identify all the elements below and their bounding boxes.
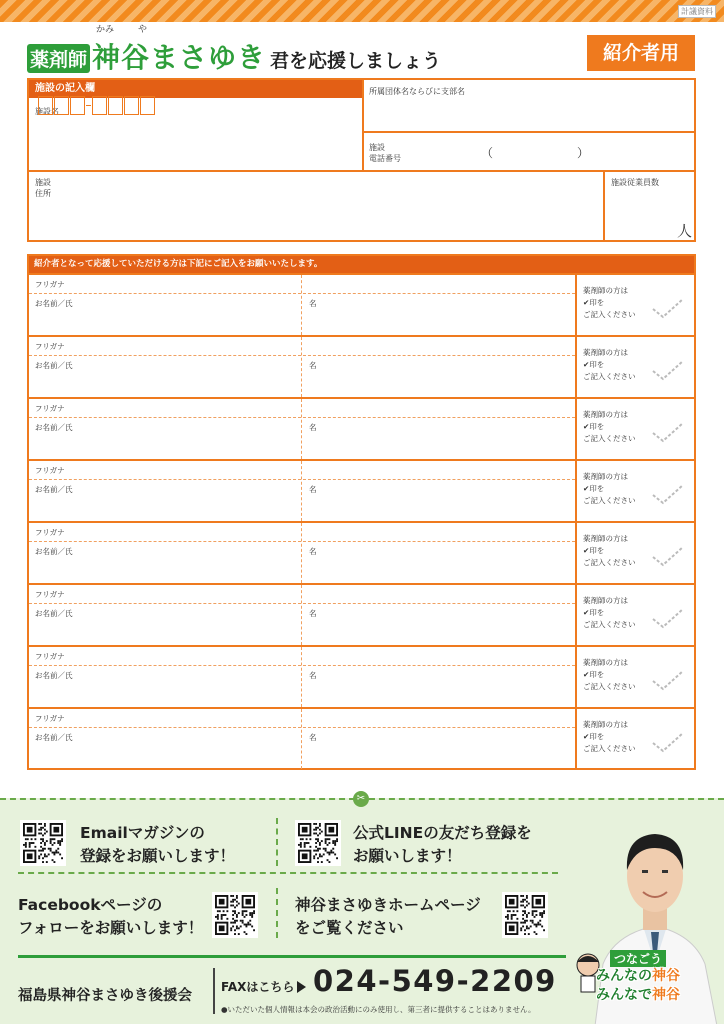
given-name-label: 名	[309, 547, 317, 556]
title-badge: 薬剤師	[27, 44, 90, 73]
pharmacist-note	[583, 595, 636, 631]
line-promo-line1: 公式LINEの友だち登録を	[353, 824, 532, 842]
given-name-label: 名	[309, 361, 317, 370]
line-qr-code[interactable]	[295, 820, 341, 866]
pharmacist-checkbox[interactable]	[651, 605, 685, 631]
staff-count-label: 施設従業員数	[611, 178, 659, 187]
pharmacist-note	[583, 471, 636, 507]
line-promo-line2: お願いします！	[353, 847, 462, 865]
phone-paren-close: ）	[577, 146, 590, 160]
pharmacist-note-line2: ✔印を	[583, 298, 605, 307]
furigana-label: フリガナ	[35, 280, 65, 289]
furigana-label: フリガナ	[35, 714, 65, 723]
surname-label: お名前／氏	[35, 299, 73, 308]
surname-label: お名前／氏	[35, 609, 73, 618]
surname-label: お名前／氏	[35, 361, 73, 370]
postal-code-boxes[interactable]	[38, 96, 156, 115]
address-label-1: 施設	[35, 178, 51, 187]
pharmacist-note-line1: 薬剤師の方は	[583, 348, 628, 357]
pharmacist-checkbox[interactable]	[651, 667, 685, 693]
homepage-promo-line2: をご覧ください	[295, 919, 404, 937]
introducer-row	[29, 273, 694, 335]
email-promo-line1: Emailマガジンの	[80, 824, 205, 842]
pharmacist-note	[583, 285, 636, 321]
facebook-promo	[18, 894, 203, 940]
introducer-list-title: 紹介者となって応援していただける方は下記にご記入をお願いいたします。	[29, 256, 694, 273]
pharmacist-note-line2: ✔印を	[583, 546, 605, 555]
ruby-kami: かみ	[96, 25, 115, 35]
pharmacist-note-line1: 薬剤師の方は	[583, 410, 628, 419]
pharmacist-note-line1: 薬剤師の方は	[583, 720, 628, 729]
title-name-wrap	[92, 25, 267, 76]
title-rest: 君を応援しましょう	[270, 50, 442, 72]
pharmacist-note-line2: ✔印を	[583, 670, 605, 679]
given-name-label: 名	[309, 609, 317, 618]
introducer-row	[29, 459, 694, 521]
pharmacist-note	[583, 657, 636, 693]
pharmacist-note-line1: 薬剤師の方は	[583, 286, 628, 295]
pharmacist-note-line1: 薬剤師の方は	[583, 658, 628, 667]
introducer-row	[29, 335, 694, 397]
introducer-row	[29, 707, 694, 769]
furigana-label: フリガナ	[35, 404, 65, 413]
fax-number[interactable]: 024-549-2209	[313, 964, 557, 998]
pharmacist-note-line3: ご記入ください	[583, 434, 636, 443]
pharmacist-note-line2: ✔印を	[583, 422, 605, 431]
pharmacist-note-line3: ご記入ください	[583, 682, 636, 691]
pharmacist-note	[583, 347, 636, 383]
furigana-label: フリガナ	[35, 466, 65, 475]
facebook-promo-line2: フォローをお願いします！	[18, 919, 204, 937]
slogan-line2	[596, 967, 680, 986]
pharmacist-note-line3: ご記入ください	[583, 496, 636, 505]
pharmacist-note-line2: ✔印を	[583, 732, 605, 741]
introducer-row	[29, 397, 694, 459]
pharmacist-note-line3: ご記入ください	[583, 744, 636, 753]
pharmacist-note-line3: ご記入ください	[583, 310, 636, 319]
facebook-qr-code[interactable]	[212, 892, 258, 938]
pharmacist-note-line2: ✔印を	[583, 484, 605, 493]
pharmacist-note	[583, 533, 636, 569]
given-name-label: 名	[309, 671, 317, 680]
facility-name-label: 施設名	[35, 107, 59, 116]
phone-label-2: 電話番号	[369, 154, 401, 163]
introducer-list	[27, 254, 696, 770]
email-promo	[80, 822, 235, 868]
slogan-line2-a: みんなの	[596, 968, 652, 984]
pharmacist-checkbox[interactable]	[651, 357, 685, 383]
privacy-note: ●いただいた個人情報は本会の政治活動にのみ使用し、第三者に提供することはありません。	[221, 1005, 536, 1014]
pharmacist-checkbox[interactable]	[651, 481, 685, 507]
surname-label: お名前／氏	[35, 547, 73, 556]
phone-paren-open: （	[481, 146, 494, 160]
staff-unit: 人	[677, 222, 693, 240]
furigana-label: フリガナ	[35, 528, 65, 537]
pharmacist-note-line3: ご記入ください	[583, 372, 636, 381]
introducer-label: 紹介者用	[587, 35, 695, 71]
pharmacist-note-line3: ご記入ください	[583, 620, 636, 629]
surname-label: お名前／氏	[35, 733, 73, 742]
introducer-row	[29, 645, 694, 707]
corner-tag: 計議資料	[678, 5, 716, 18]
furigana-label: フリガナ	[35, 652, 65, 661]
promo-area	[0, 793, 724, 1024]
furigana-label: フリガナ	[35, 590, 65, 599]
surname-label: お名前／氏	[35, 671, 73, 680]
page-title	[27, 25, 442, 76]
slogan	[596, 948, 680, 1005]
pharmacist-note-line3: ご記入ください	[583, 558, 636, 567]
introducer-row	[29, 583, 694, 645]
ruby-ya: や	[138, 25, 148, 35]
homepage-promo	[295, 894, 481, 940]
pharmacist-checkbox[interactable]	[651, 729, 685, 755]
slogan-line3-a: みんなで	[596, 987, 652, 1003]
slogan-line3	[596, 986, 680, 1005]
org-label: 所属団体名ならびに支部名	[369, 87, 465, 96]
slogan-line1: つなごう	[610, 950, 666, 967]
given-name-label: 名	[309, 733, 317, 742]
pharmacist-checkbox[interactable]	[651, 295, 685, 321]
pharmacist-note-line2: ✔印を	[583, 608, 605, 617]
pharmacist-note-line1: 薬剤師の方は	[583, 534, 628, 543]
pharmacist-checkbox[interactable]	[651, 543, 685, 569]
pharmacist-note-line1: 薬剤師の方は	[583, 596, 628, 605]
email-qr-code[interactable]	[20, 820, 66, 866]
facility-section-title: 施設の記入欄	[29, 80, 362, 98]
pharmacist-checkbox[interactable]	[651, 419, 685, 445]
pharmacist-note-line2: ✔印を	[583, 360, 605, 369]
given-name-label: 名	[309, 299, 317, 308]
phone-label-1: 施設	[369, 143, 385, 152]
title-name: 神谷まさゆき	[92, 41, 267, 74]
given-name-label: 名	[309, 485, 317, 494]
homepage-promo-line1: 神谷まさゆきホームページ	[295, 896, 481, 914]
pharmacist-note-line1: 薬剤師の方は	[583, 472, 628, 481]
homepage-qr-code[interactable]	[502, 892, 548, 938]
surname-label: お名前／氏	[35, 485, 73, 494]
slogan-line2-b: 神谷	[652, 968, 680, 984]
line-promo	[353, 822, 532, 868]
introducer-row	[29, 521, 694, 583]
given-name-label: 名	[309, 423, 317, 432]
surname-label: お名前／氏	[35, 423, 73, 432]
facebook-promo-line1: Facebookページの	[18, 896, 163, 914]
top-stripe	[0, 0, 724, 22]
pharmacist-note	[583, 409, 636, 445]
scissors-icon: ✂	[353, 791, 369, 807]
furigana-label: フリガナ	[35, 342, 65, 351]
address-label-2: 住所	[35, 189, 51, 198]
arrow-right-icon	[297, 981, 306, 993]
pharmacist-note	[583, 719, 636, 755]
slogan-line3-b: 神谷	[652, 987, 680, 1003]
supporters-association: 福島県神谷まさゆき後援会	[18, 988, 192, 1004]
email-promo-line2: 登録をお願いします！	[80, 847, 236, 865]
fax-label: FAXはこちら	[221, 980, 295, 994]
